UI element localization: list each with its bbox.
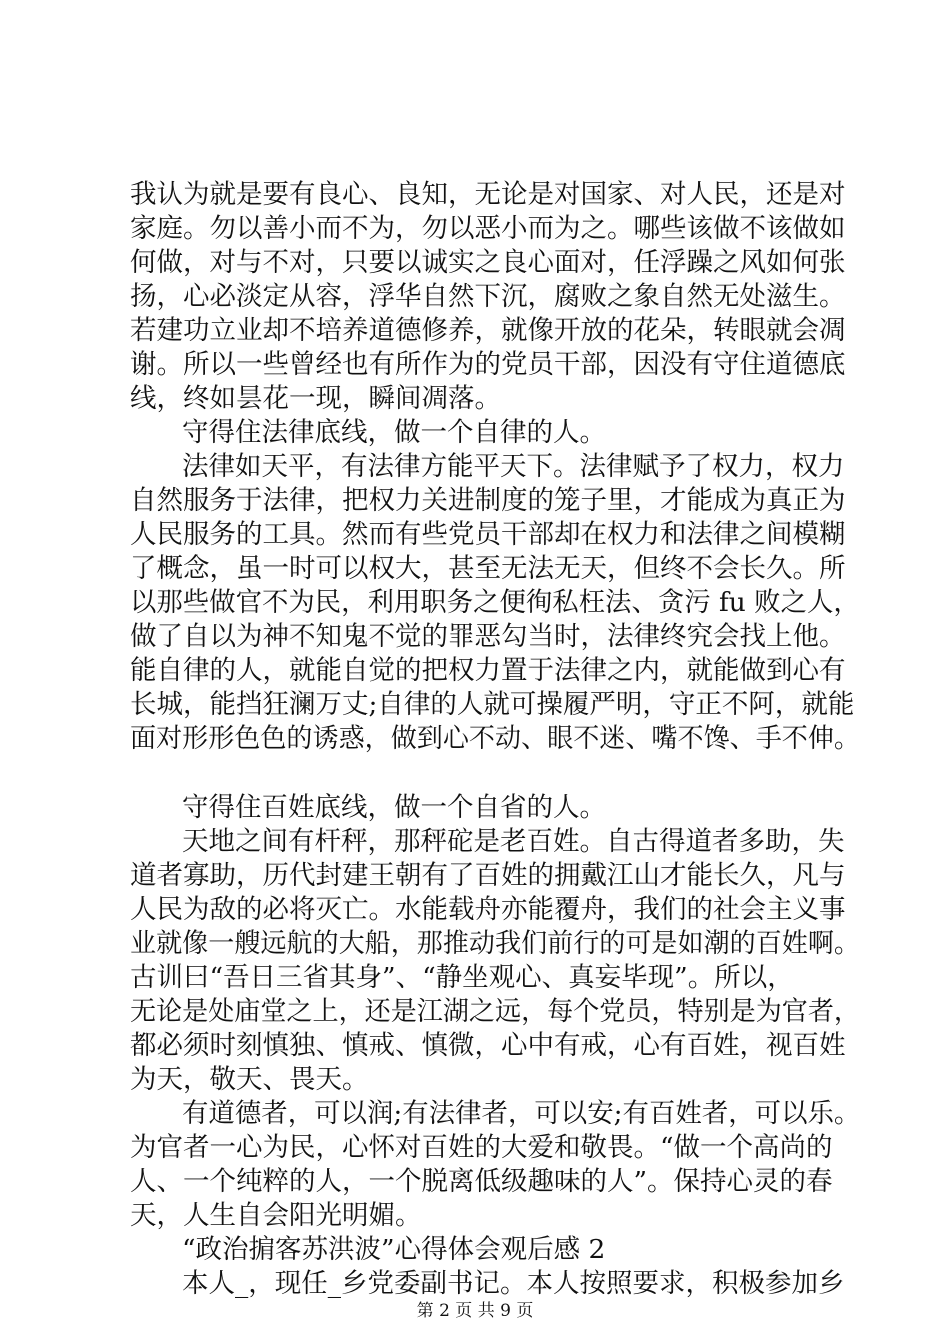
body-text-line: 人民为敌的必将灭亡。水能载舟亦能覆舟，我们的社会主义事 [130, 894, 846, 925]
body-text-line: 业就像一艘远航的大船，那推动我们前行的可是如潮的百姓啊。 [130, 928, 860, 959]
page-footer: 第 2 页 共 9 页 [416, 1301, 534, 1321]
body-text-line: 天地之间有杆秤，那秤砣是老百姓。自古得道者多助，失 [182, 826, 845, 857]
body-text-line: 做了自以为神不知鬼不觉的罪恶勾当时，法律终究会找上他。 [130, 621, 846, 652]
body-text-line: 能自律的人，就能自觉的把权力置于法律之内，就能做到心有 [130, 655, 846, 686]
body-text-line: 扬，心必淡定从容，浮华自然下沉，腐败之象自然无处滋生。 [130, 281, 846, 312]
section-heading: “政治掮客苏洪波”心得体会观后感 2 [182, 1234, 606, 1265]
body-text-line: 本人_，现任_乡党委副书记。本人按照要求，积极参加乡 [182, 1268, 845, 1299]
body-text-line: 有道德者，可以润;有法律者，可以安;有百姓者，可以乐。 [182, 1098, 861, 1129]
body-text-line: 家庭。勿以善小而不为，勿以恶小而为之。哪些该做不该做如 [130, 213, 846, 244]
body-text-line: 以那些做官不为民，利用职务之便徇私枉法、贪污 fu 败之人， [130, 587, 860, 618]
body-text-line: 天，人生自会阳光明媚。 [130, 1200, 422, 1231]
body-text-line: 都必须时刻慎独、慎戒、慎微，心中有戒，心有百姓，视百姓 [130, 1030, 846, 1061]
body-text-line: 长城，能挡狂澜万丈;自律的人就可操履严明，守正不阿，就能 [130, 689, 855, 720]
body-text-line: 人民服务的工具。然而有些党员干部却在权力和法律之间模糊 [130, 519, 846, 550]
body-text-line: 人、一个纯粹的人，一个脱离低级趣味的人”。保持心灵的春 [130, 1166, 833, 1197]
section-heading: 守得住百姓底线，做一个自省的人。 [182, 792, 606, 823]
body-text-line: 自然服务于法律，把权力关进制度的笼子里，才能成为真正为 [130, 485, 846, 516]
body-text-line: 古训曰“吾日三省其身”、“静坐观心、真妄毕现”。所以， [130, 962, 794, 993]
body-text-line: 面对形形色色的诱惑，做到心不动、眼不迷、嘴不馋、手不伸。 [130, 723, 860, 754]
body-text-line: 为官者一心为民，心怀对百姓的大爱和敬畏。“做一个高尚的 [130, 1132, 833, 1163]
body-text-line: 我认为就是要有良心、良知，无论是对国家、对人民，还是对 [130, 179, 846, 210]
body-text-line: 法律如天平，有法律方能平天下。法律赋予了权力，权力 [182, 451, 845, 482]
body-text-line: 了概念，虽一时可以权大，甚至无法无天，但终不会长久。所 [130, 553, 846, 584]
body-text-line: 若建功立业却不培养道德修养，就像开放的花朵，转眼就会凋 [130, 315, 846, 346]
body-text-line: 何做，对与不对，只要以诚实之良心面对，任浮躁之风如何张 [130, 247, 846, 278]
body-text-line: 道者寡助，历代封建王朝有了百姓的拥戴江山才能长久，凡与 [130, 860, 846, 891]
body-text-line: 为天，敬天、畏天。 [130, 1064, 369, 1095]
body-text-line: 无论是处庙堂之上，还是江湖之远，每个党员，特别是为官者， [130, 996, 860, 1027]
body-text-line: 线，终如昙花一现，瞬间凋落。 [130, 383, 501, 414]
section-heading: 守得住法律底线，做一个自律的人。 [182, 417, 606, 448]
body-text-line: 谢。所以一些曾经也有所作为的党员干部，因没有守住道德底 [130, 349, 846, 380]
